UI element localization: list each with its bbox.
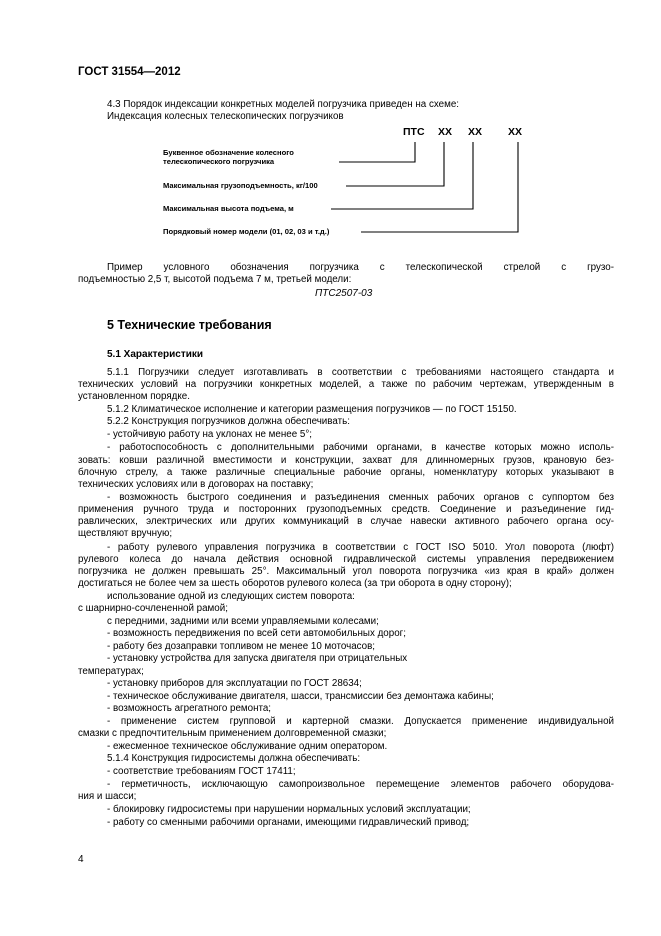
body-line: блочную стрелу, а также различные специальные рабочие органы, номенклатуру которых указывают в bbox=[78, 467, 614, 478]
scheme-label-letter: Буквенное обозначение колесного bbox=[163, 148, 294, 157]
body-line: смазки с предпочтительным применением долговременной смазки; bbox=[78, 728, 387, 739]
body-line: 5.1.1 Погрузчики следует изготавливать в соответствии с требованиями настоящего стандарта и bbox=[107, 367, 614, 378]
scheme-code-model: ХХ bbox=[508, 126, 523, 138]
body-line: - блокировку гидросистемы при нарушении нормальных условий эксплуатации; bbox=[107, 804, 471, 815]
body-line: зовать: ковши различной вместимости и конструкции, захват для длинномерных грузов, крановую без- bbox=[78, 455, 614, 466]
scheme-code-ptc: ПТС bbox=[403, 126, 425, 138]
example-line-1: Пример условного обозначения погрузчика с телескопической стрелой с грузо- bbox=[107, 262, 614, 273]
body-line: - работу рулевого управления погрузчика в соответствии с ГОСТ ISO 5010. Угол поворота (люфт) bbox=[107, 542, 614, 553]
example-line-2: подъемностью 2,5 т, высотой подъема 7 м, третьей модели: bbox=[78, 274, 352, 285]
body-line: 5.2.2 Конструкция погрузчиков должна обеспечивать: bbox=[107, 416, 350, 427]
scheme-label-height: Максимальная высота подъема, м bbox=[163, 204, 294, 213]
body-line: - герметичность, исключающую самопроизвольное перемещение элементов рабочего оборудова- bbox=[107, 779, 614, 790]
body-line: равлических, электрических или других коммуникаций в случае навески активного рабочего органа осу- bbox=[78, 516, 614, 527]
body-line: - возможность агрегатного ремонта; bbox=[107, 703, 272, 714]
body-line: - устойчивую работу на уклонах не менее 5°; bbox=[107, 429, 312, 440]
body-line: технических условий на погрузчики конкретных моделей, а также по рабочим чертежам, утвержденным в bbox=[78, 379, 614, 390]
scheme-code-capacity: ХХ bbox=[438, 126, 453, 138]
body-line: - ежесменное техническое обслуживание одним оператором. bbox=[107, 741, 388, 752]
scheme-label-model: Порядковый номер модели (01, 02, 03 и т.д.) bbox=[163, 227, 330, 236]
body-line: - соответствие требованиям ГОСТ 17411; bbox=[107, 766, 296, 777]
page-number: 4 bbox=[78, 854, 84, 865]
body-line: использование одной из следующих систем поворота: bbox=[107, 591, 355, 602]
body-line: - работоспособность с дополнительными рабочими органами, в качестве которых можно исполь- bbox=[107, 442, 614, 453]
body-line: - установку приборов для эксплуатации по ГОСТ 28634; bbox=[107, 678, 362, 689]
document-header: ГОСТ 31554—2012 bbox=[78, 66, 181, 78]
body-line: применения ручного труда и посторонних грузоподъемных средств. Соединение и разъединение гид- bbox=[78, 504, 614, 515]
body-line: погрузчика не должен превышать 25°. Максимальный угол поворота погрузчика «из края в край» должен bbox=[78, 566, 614, 577]
body-line: с шарнирно-сочлененной рамой; bbox=[78, 603, 228, 614]
body-line: - работу без дозаправки топливом не менее 10 моточасов; bbox=[107, 641, 376, 652]
subsection-title: 5.1 Характеристики bbox=[107, 349, 204, 360]
body-line: достигаться не более чем за шесть оборотов рулевого колеса (за три оборота в одну сторону); bbox=[78, 578, 512, 589]
intro-line: 4.3 Порядок индексации конкретных моделей погрузчика приведен на схеме: bbox=[107, 99, 460, 110]
body-line: технических условиях или в договорах на поставку; bbox=[78, 479, 314, 490]
body-line: ния и шасси; bbox=[78, 791, 137, 802]
example-code: ПТС2507-03 bbox=[315, 288, 373, 299]
body-line: - установку устройства для запуска двигателя при отрицательных bbox=[107, 653, 408, 664]
scheme-code-height: ХХ bbox=[468, 126, 483, 138]
body-line: - возможность передвижения по всей сети автомобильных дорог; bbox=[107, 628, 406, 639]
body-line: установленном порядке. bbox=[78, 391, 190, 402]
body-line: ществляют вручную; bbox=[78, 528, 173, 539]
body-line: 5.1.4 Конструкция гидросистемы должна обеспечивать: bbox=[107, 753, 361, 764]
body-line: - применение систем групповой и картерной смазки. Допускается применение индивидуальной bbox=[107, 716, 614, 727]
body-line: - возможность быстрого соединения и разъединения сменных рабочих органов с суппортом без bbox=[107, 492, 614, 503]
body-line: температурах; bbox=[78, 666, 144, 677]
body-line: с передними, задними или всеми управляемыми колесами; bbox=[107, 616, 379, 627]
scheme-label-capacity: Максимальная грузоподъемность, кг/100 bbox=[163, 181, 318, 190]
scheme-label-letter-2: телескопического погрузчика bbox=[163, 157, 275, 166]
scheme-caption: Индексация колесных телескопических погрузчиков bbox=[107, 111, 344, 122]
body-line: рулевого колеса до начала действия основной гидравлической системы управления передвижением bbox=[78, 554, 614, 565]
body-line: 5.1.2 Климатическое исполнение и категории размещения погрузчиков — по ГОСТ 15150. bbox=[107, 404, 517, 415]
body-line: - техническое обслуживание двигателя, шасси, трансмиссии без демонтажа кабины; bbox=[107, 691, 494, 702]
body-line: - работу со сменными рабочими органами, имеющими гидравлический привод; bbox=[107, 817, 470, 828]
section-title: 5 Технические требования bbox=[107, 318, 272, 332]
